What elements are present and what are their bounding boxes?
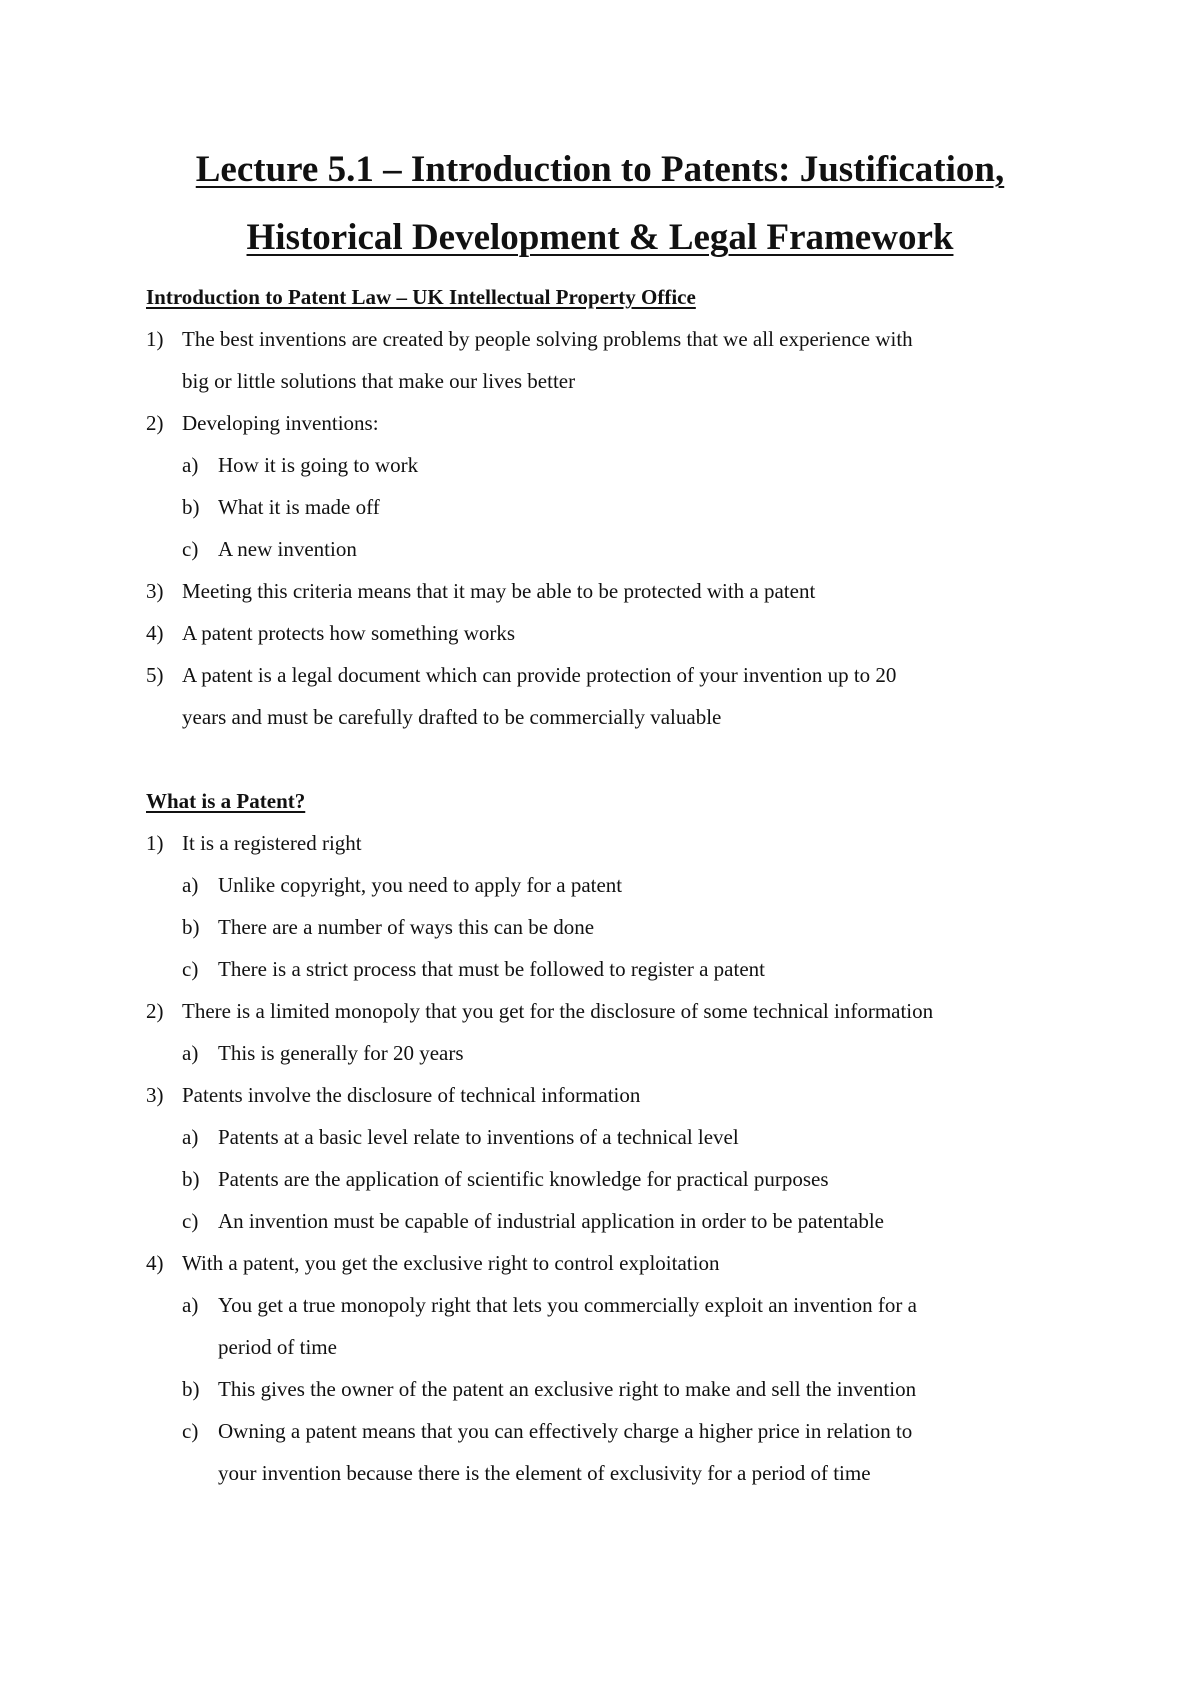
section-heading-intro: Introduction to Patent Law – UK Intellectual Property Office xyxy=(146,285,696,309)
list-number: 3) xyxy=(146,579,164,603)
sub-list-item-text: You get a true monopoly right that lets you commercially exploit an invention for a xyxy=(218,1293,917,1317)
page-title-line-2: Historical Development & Legal Framework xyxy=(246,217,954,258)
sub-list-item-text: Patents are the application of scientific knowledge for practical purposes xyxy=(218,1167,829,1191)
sub-list-letter: a) xyxy=(182,1041,199,1065)
list-number: 2) xyxy=(146,411,164,435)
list-item-text: With a patent, you get the exclusive right to control exploitation xyxy=(182,1251,720,1275)
sub-list-letter: c) xyxy=(182,1419,199,1443)
list-number: 1) xyxy=(146,831,164,855)
list-number: 3) xyxy=(146,1083,164,1107)
sub-list-item-text: There are a number of ways this can be done xyxy=(218,915,595,939)
sub-list-item-text: Patents at a basic level relate to inventions of a technical level xyxy=(218,1125,739,1149)
list-item-text: Developing inventions: xyxy=(182,411,379,435)
sub-list-letter: a) xyxy=(182,453,199,477)
sub-list-letter: c) xyxy=(182,957,199,981)
list-item-text: A patent is a legal document which can provide protection of your invention up to 20 xyxy=(182,663,897,687)
sub-list-letter: a) xyxy=(182,1293,199,1317)
sub-list-item-text: period of time xyxy=(218,1335,337,1359)
sub-list-item-text: What it is made off xyxy=(218,495,380,519)
list-item-text: It is a registered right xyxy=(182,831,362,855)
sub-list-item-text: How it is going to work xyxy=(218,453,419,477)
list-item-text: The best inventions are created by people solving problems that we all experience with xyxy=(182,327,913,351)
list-item-text: Meeting this criteria means that it may be able to be protected with a patent xyxy=(182,579,816,603)
sub-list-item-text: A new invention xyxy=(218,537,357,561)
list-number: 1) xyxy=(146,327,164,351)
sub-list-letter: b) xyxy=(182,495,200,519)
list-item-text: A patent protects how something works xyxy=(182,621,516,645)
list-number: 4) xyxy=(146,621,164,645)
sub-list-item-text: This is generally for 20 years xyxy=(218,1041,464,1065)
sub-list-letter: c) xyxy=(182,537,199,561)
sub-list-letter: a) xyxy=(182,873,199,897)
sub-list-item-text: your invention because there is the element of exclusivity for a period of time xyxy=(218,1461,871,1485)
sub-list-item-text: There is a strict process that must be followed to register a patent xyxy=(218,957,765,981)
section-heading-what-is-patent: What is a Patent? xyxy=(146,789,306,813)
sub-list-item-text: Owning a patent means that you can effectively charge a higher price in relation to xyxy=(218,1419,913,1443)
list-item-text: There is a limited monopoly that you get for the disclosure of some technical information xyxy=(182,999,934,1023)
list-number: 4) xyxy=(146,1251,164,1275)
sub-list-letter: a) xyxy=(182,1125,199,1149)
sub-list-item-text: This gives the owner of the patent an exclusive right to make and sell the invention xyxy=(218,1377,917,1401)
sub-list-item-text: An invention must be capable of industrial application in order to be patentable xyxy=(218,1209,884,1233)
sub-list-item-text: Unlike copyright, you need to apply for a patent xyxy=(218,873,623,897)
sub-list-letter: b) xyxy=(182,1167,200,1191)
list-item-text: years and must be carefully drafted to be commercially valuable xyxy=(182,705,722,729)
list-item-text: Patents involve the disclosure of technical information xyxy=(182,1083,641,1107)
page-title-line-1: Lecture 5.1 – Introduction to Patents: Justification, xyxy=(195,149,1005,190)
list-number: 2) xyxy=(146,999,164,1023)
list-number: 5) xyxy=(146,663,164,687)
sub-list-letter: b) xyxy=(182,915,200,939)
list-item-text: big or little solutions that make our lives better xyxy=(182,369,576,393)
sub-list-letter: b) xyxy=(182,1377,200,1401)
sub-list-letter: c) xyxy=(182,1209,199,1233)
